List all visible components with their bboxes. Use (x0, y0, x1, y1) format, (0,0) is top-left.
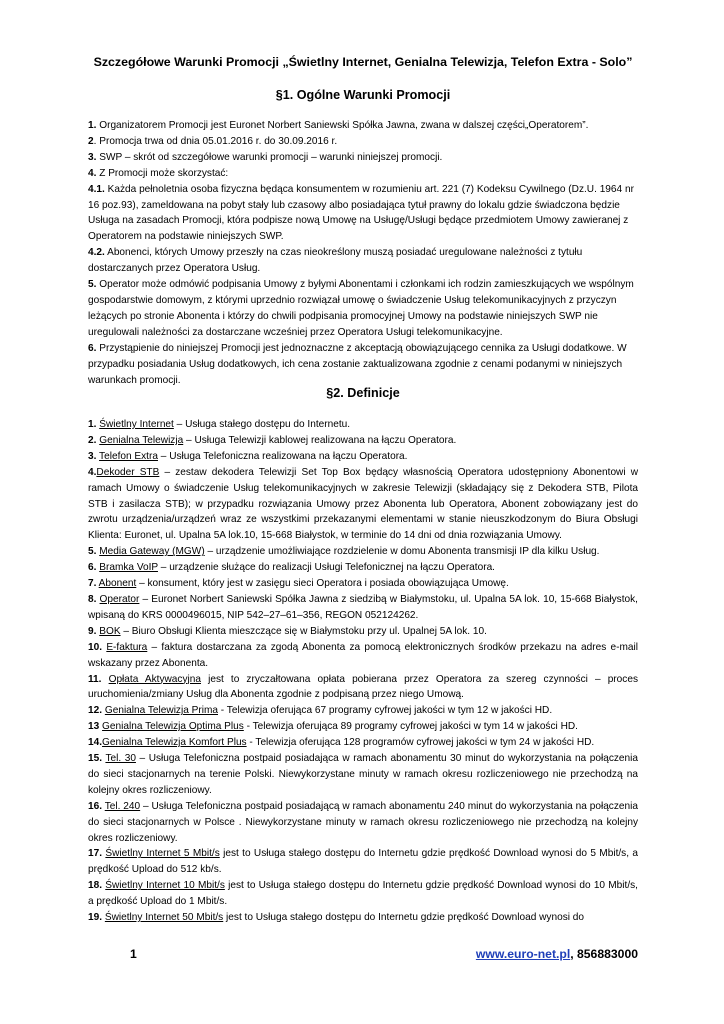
website-link[interactable]: www.euro-net.pl (475, 947, 571, 961)
list-item: 5. Operator może odmówić podpisania Umowy z byłymi Abonentami i członkami ich rodzin zamieszkujących we wspólnym gospodarstwie domowym, z którymi uprzednio rozwiązał umowę o świadczenie Usług telekomunikacyjnych z przyczyn leżących po stronie Abonenta i którzy do chwili podpisania promocyjnej Umowy na podstawie niniejszych SWP nie uregulowali należności za dostarczane wcześniej przez Operatora Usługi telekomunikacyjne. (88, 279, 634, 338)
section-2-heading: §2. Definicje (326, 386, 400, 400)
list-item: 4.2. Abonenci, których Umowy przeszły na czas nieokreślony muszą posiadać uregulowane należności z tytułu dostarczanych przez Operatora Usług. (88, 247, 583, 275)
definition-item: 1. Świetlny Internet – Usługa stałego dostępu do Internetu. (88, 419, 351, 430)
definition-item: 13 Genialna Telewizja Optima Plus - Telewizja oferująca 89 programy cyfrowej jakości w tym 14 w jakości HD. (88, 721, 578, 733)
definition-item: 9. BOK – Biuro Obsługi Klienta mieszczące się w Białymstoku przy ul. Upalnej 5A lok. 10. (88, 625, 487, 637)
definition-item: 17. Świetlny Internet 5 Mbit/s jest to Usługa stałego dostępu do Internetu gdzie prędkość Download wynosi do 5 Mbit/s, a prędkość Upload do 512 kb/s. (88, 848, 638, 876)
definition-item: 2. Genialna Telewizja – Usługa Telewizji kablowej realizowana na łączu Operatora. (88, 434, 457, 446)
list-item: 4. Z Promocji może skorzystać: (88, 167, 229, 179)
list-item: 4.1. Każda pełnoletnia osoba fizyczna będąca konsumentem w rozumieniu art. 221 (7) Kodeksu Cywilnego (Dz.U. 1964 nr 16 poz.93), zameldowana na pobyt stały lub czasowy albo posiadająca tytuł prawny do lokalu gdzie świadczona będzie Usługa na zasadach Promocji, która podpisze nową Umowę na Usługę/Usługi będące przedmiotem Umowy zawieranej z Operatorem na podstawie niniejszych SWP. (88, 183, 634, 243)
definition-item: 4.Dekoder STB – zestaw dekodera Telewizji Set Top Box będący własnością Operatora udostępniony Abonentowi w ramach Umowy o świadczenie Usług telekomunikacyjnych w zakresie Telewizji (składający się z Dekodera STB, Pilota STB i zasilacza STB); w przypadku rozwiązania Umowy przez Abonenta lub Operatora, Abonent zobowiązany jest do zwrotu urządzenia/urządzeń wraz ze wszystkimi przekazanymi elementami w stanie nieuszkodzonym do Biura Obsługi Klienta: Euronet, ul. Upalna 5A lok.10, 15-668 Białystok, w terminie do 14 dni od dnia rozwiązania Umowy. (88, 466, 638, 542)
definition-item: 7. Abonent – konsument, który jest w zasięgu sieci Operatora i posiada obowiązująca Umowę. (88, 578, 509, 590)
section-1-body (88, 118, 638, 388)
definition-item: 8. Operator – Euronet Norbert Saniewski Spółka Jawna z siedzibą w Białymstoku, ul. Upalna 5A lok. 10, 15-668 Białystok, wpisaną do KRS 0000496015, NIP 542–27–61–356, REGON 052124262. (88, 593, 638, 621)
list-item: 3. SWP – skrót od szczegółowe warunki promocji – warunki niniejszej promocji. (88, 151, 443, 163)
definition-item: 12. Genialna Telewizja Prima - Telewizja oferująca 67 programy cyfrowej jakości w tym 12 w jakości HD. (88, 705, 553, 717)
definition-item: 18. Świetlny Internet 10 Mbit/s jest to Usługa stałego dostępu do Internetu gdzie prędkość Download wynosi do 10 Mbit/s, a prędkość Upload do 1 Mbit/s. (88, 880, 638, 908)
phone-number: , 856883000 (570, 947, 638, 961)
list-item: 2. Promocja trwa od dnia 05.01.2016 r. do 30.09.2016 r. (88, 135, 338, 147)
definition-item: 10. E-faktura – faktura dostarczana za zgodą Abonenta za pomocą elektronicznych środków przekazu na adres e-mail wskazany przez Abonenta. (88, 641, 638, 669)
document-title: Szczegółowe Warunki Promocji „Świetlny Internet, Genialna Telewizja, Telefon Extra - Solo” (93, 55, 633, 69)
footer-contact (476, 947, 638, 961)
page-number: 1 (130, 947, 137, 961)
definition-item: 16. Tel. 240 – Usługa Telefoniczna postpaid posiadającą w ramach abonamentu 240 minut do wykorzystania na połączenia do sieci stacjonarnych w Polsce . Niewykorzystane minuty w ramach okresu rozliczeniowego nie przechodzą na kolejny okres rozliczeniowy. (88, 800, 638, 844)
definition-item: 6. Bramka VoIP – urządzenie służące do realizacji Usługi Telefonicznej na łączu Operatora. (88, 562, 495, 574)
section-2-body (88, 417, 638, 926)
definition-item: 15. Tel. 30 – Usługa Telefoniczna postpaid posiadająca w ramach abonamentu 30 minut do wykorzystania na połączenia do sieci stacjonarnych na terenie Polski. Niewykorzystane minuty w ramach okresu rozliczeniowego nie przechodzą na kolejny okres rozliczeniowy. (88, 753, 638, 796)
list-item: 6. Przystąpienie do niniejszej Promocji jest jednoznaczne z akceptacją obowiązującego cennika za Usługi dodatkowe. W przypadku posiadania Usług dodatkowych, ich cena zostanie zaktualizowana zgodnie z cenami podanymi w niniejszych warunkach promocji. (88, 342, 627, 386)
definition-item: 19. Świetlny Internet 50 Mbit/s jest to Usługa stałego dostępu do Internetu gdzie prędkość Download wynosi do (88, 912, 585, 924)
definition-item: 5. Media Gateway (MGW) – urządzenie umożliwiające rozdzielenie w domu Abonenta transmisji IP dla kilku Usług. (88, 546, 600, 558)
definition-item: 3. Telefon Extra – Usługa Telefoniczna realizowana na łączu Operatora. (88, 450, 408, 462)
list-item: 1. Organizatorem Promocji jest Euronet Norbert Saniewski Spółka Jawna, zwana w dalszej części„Operatorem”. (88, 120, 589, 131)
section-1-heading: §1. Ogólne Warunki Promocji (275, 88, 451, 102)
definition-item: 11. Opłata Aktywacyjna jest to zryczałtowana opłata pobierana przez Operatora za szereg czynności – proces uruchomienia/zmiany Usług dla Abonenta zgodnie z podpisaną przez niego Umową. (88, 673, 638, 701)
definition-item: 14.Genialna Telewizja Komfort Plus - Telewizja oferująca 128 programów cyfrowej jakości w tym 24 w jakości HD. (88, 737, 595, 749)
